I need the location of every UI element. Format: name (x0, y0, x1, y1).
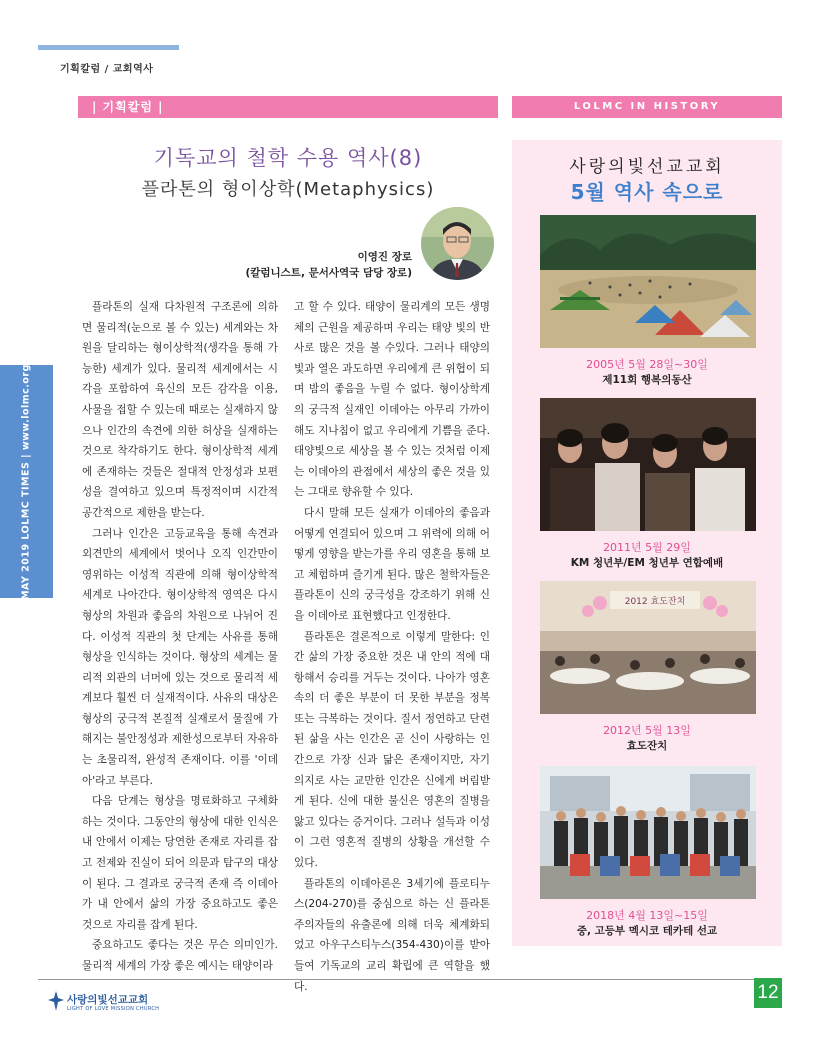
history-photo-group (540, 766, 756, 899)
history-banner: LOLMC IN HISTORY (512, 96, 782, 118)
article-column-2 (294, 297, 490, 997)
history-date-3: 2012년 5월 13일 (603, 724, 691, 737)
author-title: (칼럼니스트, 문서사역국 담당 장로) (245, 267, 412, 279)
history-date-4: 2018년 4월 13일~15일 (586, 909, 708, 922)
author-photo (421, 207, 494, 280)
history-photo-worship (540, 398, 756, 531)
church-logo-icon (47, 990, 65, 1016)
church-name: 사랑의빛선교교회 (569, 157, 725, 177)
paragraph: 다음 단계는 형상을 명료화하고 구체화하는 것이다. 그동안의 형상에 대한 인식은 내 안에서 이제는 당연한 존재로 자리를 잡고 전제와 진실이 되어 의문과 탐구의 대상이 된다. 그 결과로 궁극적 존재 즉 이데아가 내 안에서 삶의 가장 중요하고도 좋은 것으로 자리를 잡게 된다. (82, 795, 278, 931)
section-label: 기획칼럼 / 교회역사 (60, 64, 154, 75)
history-date-1: 2005년 5월 28일~30일 (586, 358, 708, 371)
paragraph: 플라톤의 실재 다차원적 구조론에 의하면 물리적(눈으로 볼 수 있는) 세계와는 차원을 달리하는 형이상학적(생각을 통해 가능한) 세계가 있다. 물리적 세계에서는 시각을 포함하여 육신의 모든 감각을 이용, 사물을 접할 수 있는데 때로는 실재하지 않으나 인간의 속견에 의한 허상을 실재하는 것으로 착각하기도 한다. 형이상학적 세계에 존재하는 것들은 절대적 안정성과 보편성을 결여하고 있으며 특정적이며 시간적 공간적으로 제한을 받는다. (82, 301, 278, 519)
article-title: 기독교의 철학 수용 역사(8) (153, 146, 423, 170)
history-date-2: 2011년 5월 29일 (603, 541, 691, 554)
history-event-2: KM 청년부/EM 청년부 연합예배 (570, 557, 724, 569)
paragraph: 그러나 인간은 고등교육을 통해 속견과 외견만의 세계에서 벗어나 오직 인간만이 영위하는 이성적 직관에 의해 형이상학적 세계로 나아간다. 형이상학적 영역은 다시 형상의 차원과 좋음의 차원으로 나뉘어 진다. 이성적 직관의 첫 단계는 사유를 통해 형상을 인식하는 것이다. 형상의 세계는 물리적 외관의 너머에 있는 것으로 물리적 세계보다 훨씬 더 실재적이다. 사유의 대상은 형상의 궁극적 본질적 실재로서 물질에 가해지는 불안정성과 제한성으로부터 자유하는 초물리적, 완성적 존재이다. 이를 '이데아'라고 부른다. (82, 527, 278, 787)
history-title: 5월 역사 속으로 (570, 180, 724, 204)
history-event-3: 효도잔치 (626, 740, 668, 752)
page-number: 12 (754, 978, 782, 1008)
side-strip-text: MAY 2019 LOLMC TIMES | www.lolmc.org (20, 364, 32, 600)
history-event-4: 중, 고등부 멕시코 테카테 선교 (576, 925, 718, 937)
paragraph: 고 할 수 있다. 태양이 물리계의 모든 생명체의 근원을 제공하며 우리는 태양 빛의 반사로 많은 것을 볼 수있다. 그러나 태양의 빛과 열은 과도하면 우리에게 큰 위협이 되며 밤의 좋음을 누릴 수 없다. 형이상학계의 궁극적 실재인 이데아는 아무리 가까이 해도 지나침이 없고 우리에게 기쁨을 준다. 태양빛으로 세상을 볼 수 있는 것처럼 이제는 이데아의 관점에서 세상의 좋은 것을 있는 그대로 향유할 수 있다. (294, 301, 490, 499)
history-photo-banquet (540, 581, 756, 714)
paragraph: 플라톤의 이데아론은 3세기에 플로티누스(204-270)를 중심으로 하는 신 플라톤 주의자들의 유출론에 의해 더욱 체계화되었고 아우구스티누스(354-430)이를 받아들여 기독교의 교리 확립에 큰 역할을 했다. (294, 877, 490, 993)
footer-logo-name: 사랑의빛선교교회 (67, 994, 149, 1006)
header-accent-bar (38, 45, 179, 50)
history-photo-camping (540, 215, 756, 348)
paragraph: 중요하고도 좋다는 것은 무슨 의미인가. 물리적 세계의 가장 좋은 예시는 태양이라 (82, 939, 278, 972)
history-event-1: 제11회 행복의동산 (602, 374, 692, 386)
footer-divider (38, 979, 782, 980)
article-column-1 (82, 297, 278, 977)
footer-logo-subtitle: LIGHT OF LOVE MISSION CHURCH (67, 1006, 160, 1012)
column-banner: | 기획칼럼 | (78, 96, 498, 118)
paragraph: 플라톤은 결론적으로 이렇게 말한다: 인간 삶의 가장 중요한 것은 내 안의 적에 대항해서 승리를 거두는 것이다. 나아가 영혼속의 더 좋은 부분이 더 못한 부분을 정복 또는 극복하는 것이다. 질서 정연하고 단련된 삶을 사는 인간은 곧 신이 사랑하는 인간으로 가장 신과 닮은 존재이지만, 자기 의지로 사는 교만한 인간은 신에게 버림받게 된다. 신에 대한 불신은 영혼의 질병을 앓고 있다는 증거이다. 그러나 설득과 이성이 그런 영혼적 질병의 상황을 개선할 수 있다. (294, 630, 490, 870)
article-subtitle: 플라톤의 형이상학(Metaphysics) (141, 179, 435, 200)
author-name: 이영진 장로 (357, 251, 412, 263)
paragraph: 다시 말해 모든 실재가 이데아의 좋음과 어떻게 연결되어 있으며 그 위력에 의해 어떻게 영향을 받는가를 우리 영혼을 통해 보고 체험하며 즐기게 된다. 많은 철학자들은 플라톤이 신의 궁극성을 강조하기 위해 신을 이데아로 표현했다고 인정한다. (294, 506, 490, 622)
banquet-banner-text: 2012 효도잔치 (624, 597, 686, 607)
